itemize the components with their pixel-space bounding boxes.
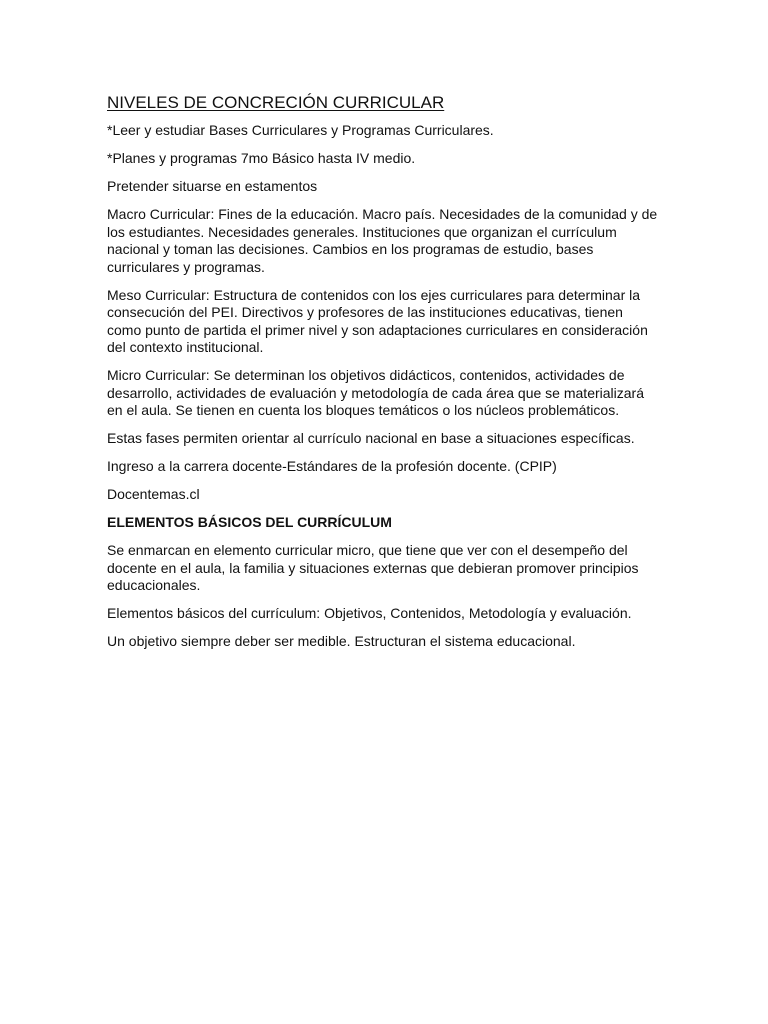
paragraph-micro: Micro Curricular: Se determinan los objetivos didácticos, contenidos, actividades de desarrollo, actividades de evaluación y metodología de cada área que se materializará en el aula. Se tienen en cuenta los bloques temáticos o los núcleos problemáticos. [107, 367, 644, 418]
paragraph-fases: Estas fases permiten orientar al currículo nacional en base a situaciones específicas. [107, 430, 635, 446]
paragraph-estamentos: Pretender situarse en estamentos [107, 178, 318, 194]
paragraph-ingreso: Ingreso a la carrera docente-Estándares de la profesión docente. (CPIP) [107, 458, 557, 474]
paragraph-objetivo: Un objetivo siempre deber ser medible. Estructuran el sistema educacional. [107, 633, 576, 649]
document-page [107, 92, 659, 661]
paragraph-elementos: Elementos básicos del currículum: Objetivos, Contenidos, Metodología y evaluación. [107, 605, 632, 621]
paragraph-docentemas: Docentemas.cl [107, 486, 200, 502]
paragraph-planes: *Planes y programas 7mo Básico hasta IV medio. [107, 150, 416, 166]
paragraph-leer: *Leer y estudiar Bases Curriculares y Programas Curriculares. [107, 122, 494, 138]
paragraph-enmarcan: Se enmarcan en elemento curricular micro, que tiene que ver con el desempeño del docente en el aula, la familia y situaciones externas que debieran promover principios educacionales. [107, 542, 639, 593]
paragraph-macro: Macro Curricular: Fines de la educación. Macro país. Necesidades de la comunidad y de los estudiantes. Necesidades generales. Instituciones que organizan el currículum nacional y toman las decisiones. Cambios en los programas de estudio, bases curriculares y programas. [107, 206, 658, 275]
section-heading: ELEMENTOS BÁSICOS DEL CURRÍCULUM [107, 514, 392, 530]
paragraph-meso: Meso Curricular: Estructura de contenidos con los ejes curriculares para determinar la consecución del PEI. Directivos y profesores de las instituciones educativas, tienen como punto de partida el primer nivel y son adaptaciones curriculares en consideración del contexto institucional. [107, 286, 648, 355]
document-title: NIVELES DE CONCRECIÓN CURRICULAR [107, 93, 445, 112]
